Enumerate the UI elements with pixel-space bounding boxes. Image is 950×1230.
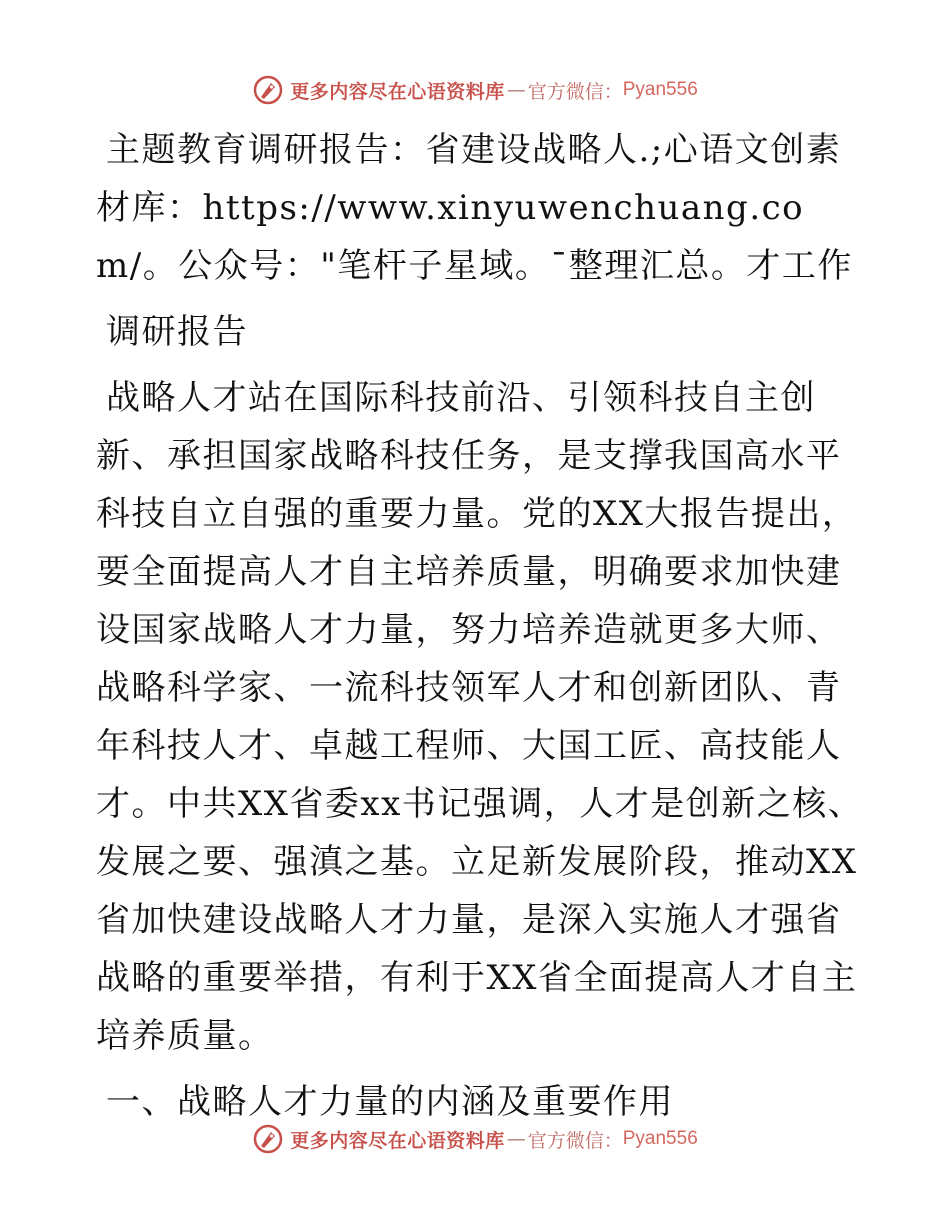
banner-wechat-id: Pyan556 xyxy=(622,79,698,100)
banner-separator: — xyxy=(506,1128,526,1150)
section-heading: 一、战略人才力量的内涵及重要作用 xyxy=(106,1082,674,1122)
document-subtitle: 调研报告 xyxy=(106,312,248,352)
document-body xyxy=(96,121,866,1131)
banner-wechat-id: Pyan556 xyxy=(622,1128,698,1149)
document-title-text: 主题教育调研报告：省建设战略人.;心语文创素材库：https://www.xinyuwenchuang.com/。公众号："笔杆子星域。¯整理汇总。才工作 xyxy=(96,130,853,286)
footer-watermark-banner xyxy=(0,1121,950,1157)
banner-official-label: 官方微信： xyxy=(527,80,623,103)
banner-official-label: 官方微信： xyxy=(527,1129,623,1152)
banner-brand-text: 更多内容尽在心语资料库 xyxy=(290,1129,505,1152)
body-paragraph-text: 战略人才站在国际科技前沿、引领科技自主创新、承担国家战略科技任务，是支撑我国高水平科技自立自强的重要力量。党的XX大报告提出，要全面提高人才自主培养质量，明确要求加快建设国家战略人才力量，努力培养造就更多大师、战略科学家、一流科技领军人才和创新团队、青年科技人才、卓越工程师、大国工匠、高技能人才。中共XX省委xx书记强调，人才是创新之核、发展之要、强滇之基。立足新发展阶段，推动XX省加快建设战略人才力量，是深入实施人才强省战略的重要举措，有利于XX省全面提高人才自主培养质量。 xyxy=(96,378,864,1056)
banner-separator: — xyxy=(506,79,526,101)
banner-brand-text: 更多内容尽在心语资料库 xyxy=(290,80,505,103)
pen-nib-logo-icon xyxy=(252,1123,284,1155)
body-paragraph xyxy=(96,369,866,1065)
document-title xyxy=(96,121,866,295)
pen-nib-logo-icon xyxy=(252,74,284,106)
header-watermark-banner xyxy=(0,72,950,108)
